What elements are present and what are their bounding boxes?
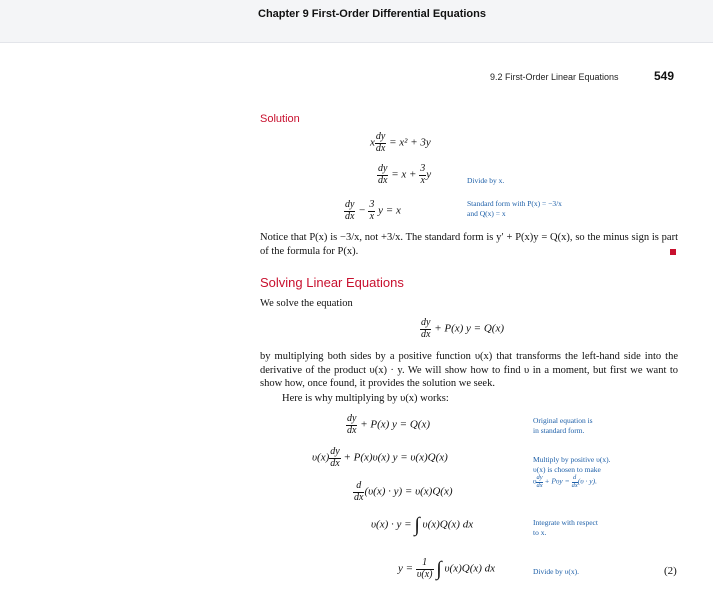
eq2-margin-note: Divide by x. — [467, 176, 505, 185]
step5-lhs: y = — [398, 562, 414, 575]
step4-margin-note — [533, 518, 598, 538]
step4-note-line-2: to x. — [533, 528, 547, 538]
eq1-derivative: $\frac{dy}{dx}$ — [375, 131, 386, 154]
step1-note-line-2: in standard form. — [533, 426, 585, 436]
eq2-derivative: $\frac{dy}{dx}$ — [378, 163, 388, 186]
eq3-fraction: $\frac{3}{x}$ — [369, 199, 375, 222]
step5-fraction: $\frac{1}{\upsilon(x)}$ — [416, 557, 433, 580]
step2-derivative: $\frac{dy}{dx}$ — [330, 446, 340, 469]
step5-margin-note: Divide by υ(x). — [533, 567, 579, 576]
display-rest: + P(x) y = Q(x) — [434, 322, 505, 335]
step4-lhs: υ(x) · y = — [371, 518, 412, 531]
eq3-minus: − — [358, 204, 366, 217]
section-paragraph-1: by multiplying both sides by a positive function υ(x) that transforms the left-hand side into the derivative of the product υ(x) · y. We will show how to find υ in a moment, but first we want to show how, once found, it provides the solution we seek. — [260, 351, 678, 389]
step4-note-line-1: Integrate with respect — [533, 518, 598, 527]
solution-equation-2 — [377, 164, 431, 186]
eq2-tail: y — [426, 168, 432, 181]
derivation-step-4 — [371, 514, 474, 536]
step1-derivative: $\frac{dy}{dx}$ — [347, 413, 357, 436]
step1-note-line-1: Original equation is — [533, 416, 593, 425]
section-intro: We solve the equation — [260, 298, 353, 309]
display-equation — [420, 318, 504, 340]
section-paragraph-2: Here is why multiplying by υ(x) works: — [282, 393, 449, 404]
step1-rest: + P(x) y = Q(x) — [360, 418, 431, 431]
step1-margin-note — [533, 416, 593, 436]
integral-sign-icon: ∫ — [414, 514, 420, 536]
integral-sign-icon: ∫ — [436, 558, 442, 580]
end-of-solution-square-icon — [670, 249, 676, 255]
step5-rest: υ(x)Q(x) dx — [444, 562, 496, 575]
solution-heading: Solution — [260, 113, 300, 125]
section-heading: Solving Linear Equations — [260, 275, 404, 290]
step3-derivative: $\frac{d}{dx}$ — [354, 480, 364, 503]
step2-note-line-3: υ $\frac{dy}{dx} + P\upsilon y$ = $\frac{d}{dx}(\upsilon \cdot y)$. — [533, 474, 597, 489]
derivation-step-1 — [346, 414, 430, 436]
eq3-tail: y = x — [378, 204, 401, 217]
display-derivative: $\frac{dy}{dx}$ — [421, 317, 431, 340]
step2-note-line-1: Multiply by positive υ(x). — [533, 455, 611, 464]
eq3-note-line-1: Standard form with P(x) = −3/x — [467, 199, 562, 208]
step3-rest: (υ(x) · y) = υ(x)Q(x) — [364, 485, 453, 498]
step2-rest: + P(x)υ(x) y = υ(x)Q(x) — [343, 451, 448, 464]
solution-paragraph: Notice that P(x) is −3/x, not +3/x. The standard form is y′ + P(x)y = Q(x), so the minus sign is part of the formula for P(x). — [260, 232, 678, 257]
eq1-rhs: = x² + 3y — [389, 136, 431, 149]
step2-prefix: υ(x) — [312, 451, 330, 464]
eq2-mid: = x + — [391, 168, 417, 181]
chapter-header-bar — [0, 0, 713, 43]
derivation-step-3 — [353, 481, 453, 503]
solution-equation-3 — [344, 200, 401, 222]
solution-equation-1 — [370, 132, 431, 154]
eq3-derivative: $\frac{dy}{dx}$ — [345, 199, 355, 222]
running-head: 9.2 First-Order Linear Equations — [490, 72, 619, 82]
eq3-margin-note — [467, 199, 562, 219]
eq2-fraction: $\frac{3}{x}$ — [420, 163, 426, 186]
step2-note-line-2: υ(x) is chosen to make — [533, 465, 601, 475]
derivation-step-5 — [398, 558, 495, 580]
equation-number: (2) — [664, 565, 677, 577]
eq1-lhs: x — [370, 136, 375, 149]
chapter-title: Chapter 9 First-Order Differential Equations — [258, 8, 486, 20]
page-number: 549 — [654, 69, 675, 83]
step2-margin-note — [533, 455, 610, 489]
derivation-step-2 — [312, 447, 448, 469]
eq3-note-line-2: and Q(x) = x — [467, 209, 506, 219]
step4-rest: υ(x)Q(x) dx — [422, 518, 474, 531]
